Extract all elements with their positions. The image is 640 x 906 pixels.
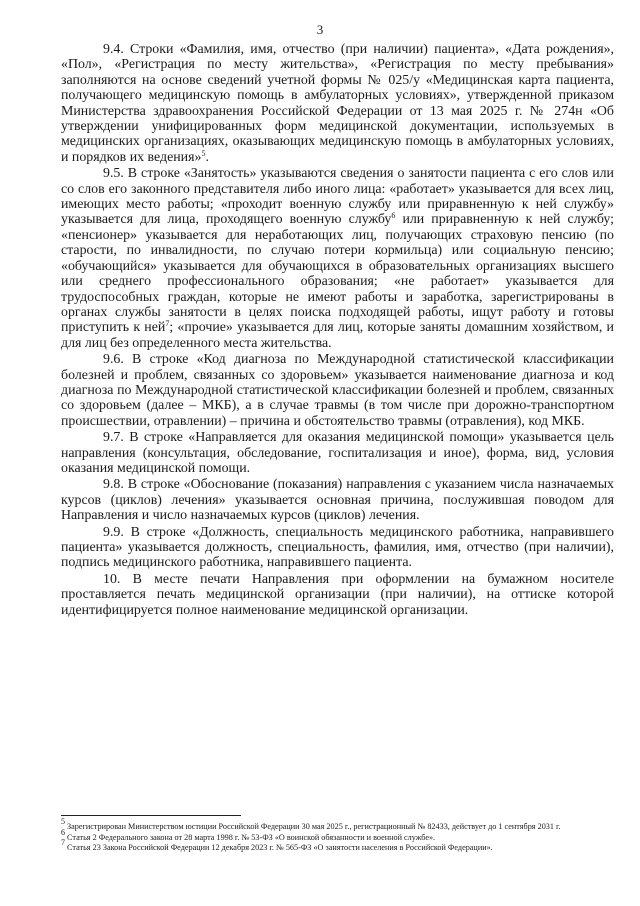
footnote-text: Зарегистрирован Министерством юстиции Российской Федерации 30 мая 2025 г., регистрационный № 82433, действует до 1 сентября 2031 г. — [65, 822, 561, 831]
paragraph-9-8: 9.8. В строке «Обоснование (показания) направления с указанием числа назначаемых курсов (циклов) лечения» указывается основная причина, послужившая поводом для Направления и число назначаемых курсов (циклов) лечения. — [61, 477, 614, 524]
footnotes — [61, 817, 614, 854]
page-number: 3 — [316, 22, 324, 37]
footnote-ref-5[interactable]: 5 — [201, 148, 206, 158]
footnote-mark: 5 — [61, 817, 65, 826]
paragraph-text: 9.5. В строке «Занятость» указываются сведения о занятости пациента с его слов или со слов его законного представителя либо иного лица: «работает» указывается для всех лиц, имеющих место работы; «проходит военную службу или приравненную к ней службу» указывается для лица, проходящего военную службу — [61, 166, 614, 228]
paragraph-text: или приравненную к ней службу; «пенсионер» указывается для неработающих лиц, получающих страховую пенсию (по старости, по инвалидности, по случаю потери кормильца) или социальную пенсию; «обучающийся» указывается для обучающихся в образовательных организациях высшего или среднего профессионального образования; «не работает» указывается для трудоспособных граждан, которые не имеют работы и заработка, зарегистрированы в органах службы занятости в целях поиска подходящей работы, ищут работу и готовы приступить к ней — [61, 212, 614, 336]
footnote-separator — [61, 815, 241, 816]
document-body — [61, 42, 614, 618]
paragraph-9-9: 9.9. В строке «Должность, специальность медицинского работника, направившего пациента» указывается должность, специальность, фамилия, имя, отчество (при наличии), подпись медицинского работника, направившего пациента. — [61, 524, 614, 571]
paragraph-9-7: 9.7. В строке «Направляется для оказания медицинской помощи» указывается цель направления (консультация, обследование, госпитализация и иное), форма, вид, условия оказания медицинской помощи. — [61, 430, 614, 476]
footnote-ref-7[interactable]: 7 — [165, 319, 170, 329]
paragraph-9-5 — [61, 166, 614, 351]
paragraph-text: . — [205, 149, 209, 165]
paragraph-9-4 — [61, 42, 614, 165]
paragraph-10: 10. В месте печати Направления при оформлении на бумажном носителе проставляется печать медицинской организации (при наличии), на оттиске которой идентифицируется полное наименование медицинской организации. — [61, 571, 614, 618]
footnote-text: Статья 23 Закона Российской Федерации 12 декабря 2023 г. № 565-ФЗ «О занятости населения в Российской Федерации». — [65, 843, 493, 853]
footnote-text: Статья 2 Федерального закона от 28 марта 1998 г. № 53-ФЗ «О воинской обязанности и военной службе». — [65, 832, 436, 842]
paragraph-text: ; «прочие» указывается для лиц, которые заняты домашним хозяйством, и для лиц без определенного места жительства. — [61, 320, 614, 351]
footnote-mark: 7 — [61, 838, 65, 848]
footnote-6 — [61, 827, 614, 844]
paragraph-text: 9.4. Строки «Фамилия, имя, отчество (при наличии) пациента», «Дата рождения», «Пол», «Регистрация по месту жительства», «Регистрация по месту пребывания» заполняются на основе сведений учетной формы № 025/у «Медицинская карта пациента, получающего медицинскую помощь в амбулаторных условиях», утвержденной приказом Министерства здравоохранения Российской Федерации от 13 мая 2025 г. № 274н «Об утверждении унифицированных форм медицинской документации, используемых в медицинских организациях, оказывающих медицинскую помощь в амбулаторных условиях, и порядков их ведения» — [61, 42, 614, 165]
footnote-ref-6[interactable]: 6 — [391, 211, 396, 221]
paragraph-9-6: 9.6. В строке «Код диагноза по Международной статистической классификации болезней и проблем, связанных со здоровьем» указывается наименование диагноза и код диагноза по Международной статистической классификации болезней и проблем, связанных со здоровьем (далее – МКБ), а в случае травмы (в том числе при дорожно-транспортном происшествии, отравлении) – причина и обстоятельство травмы (отравления), код МКБ. — [61, 352, 614, 429]
footnote-7 — [61, 838, 614, 854]
footnote-5 — [61, 817, 614, 833]
footnote-mark: 6 — [61, 827, 65, 837]
